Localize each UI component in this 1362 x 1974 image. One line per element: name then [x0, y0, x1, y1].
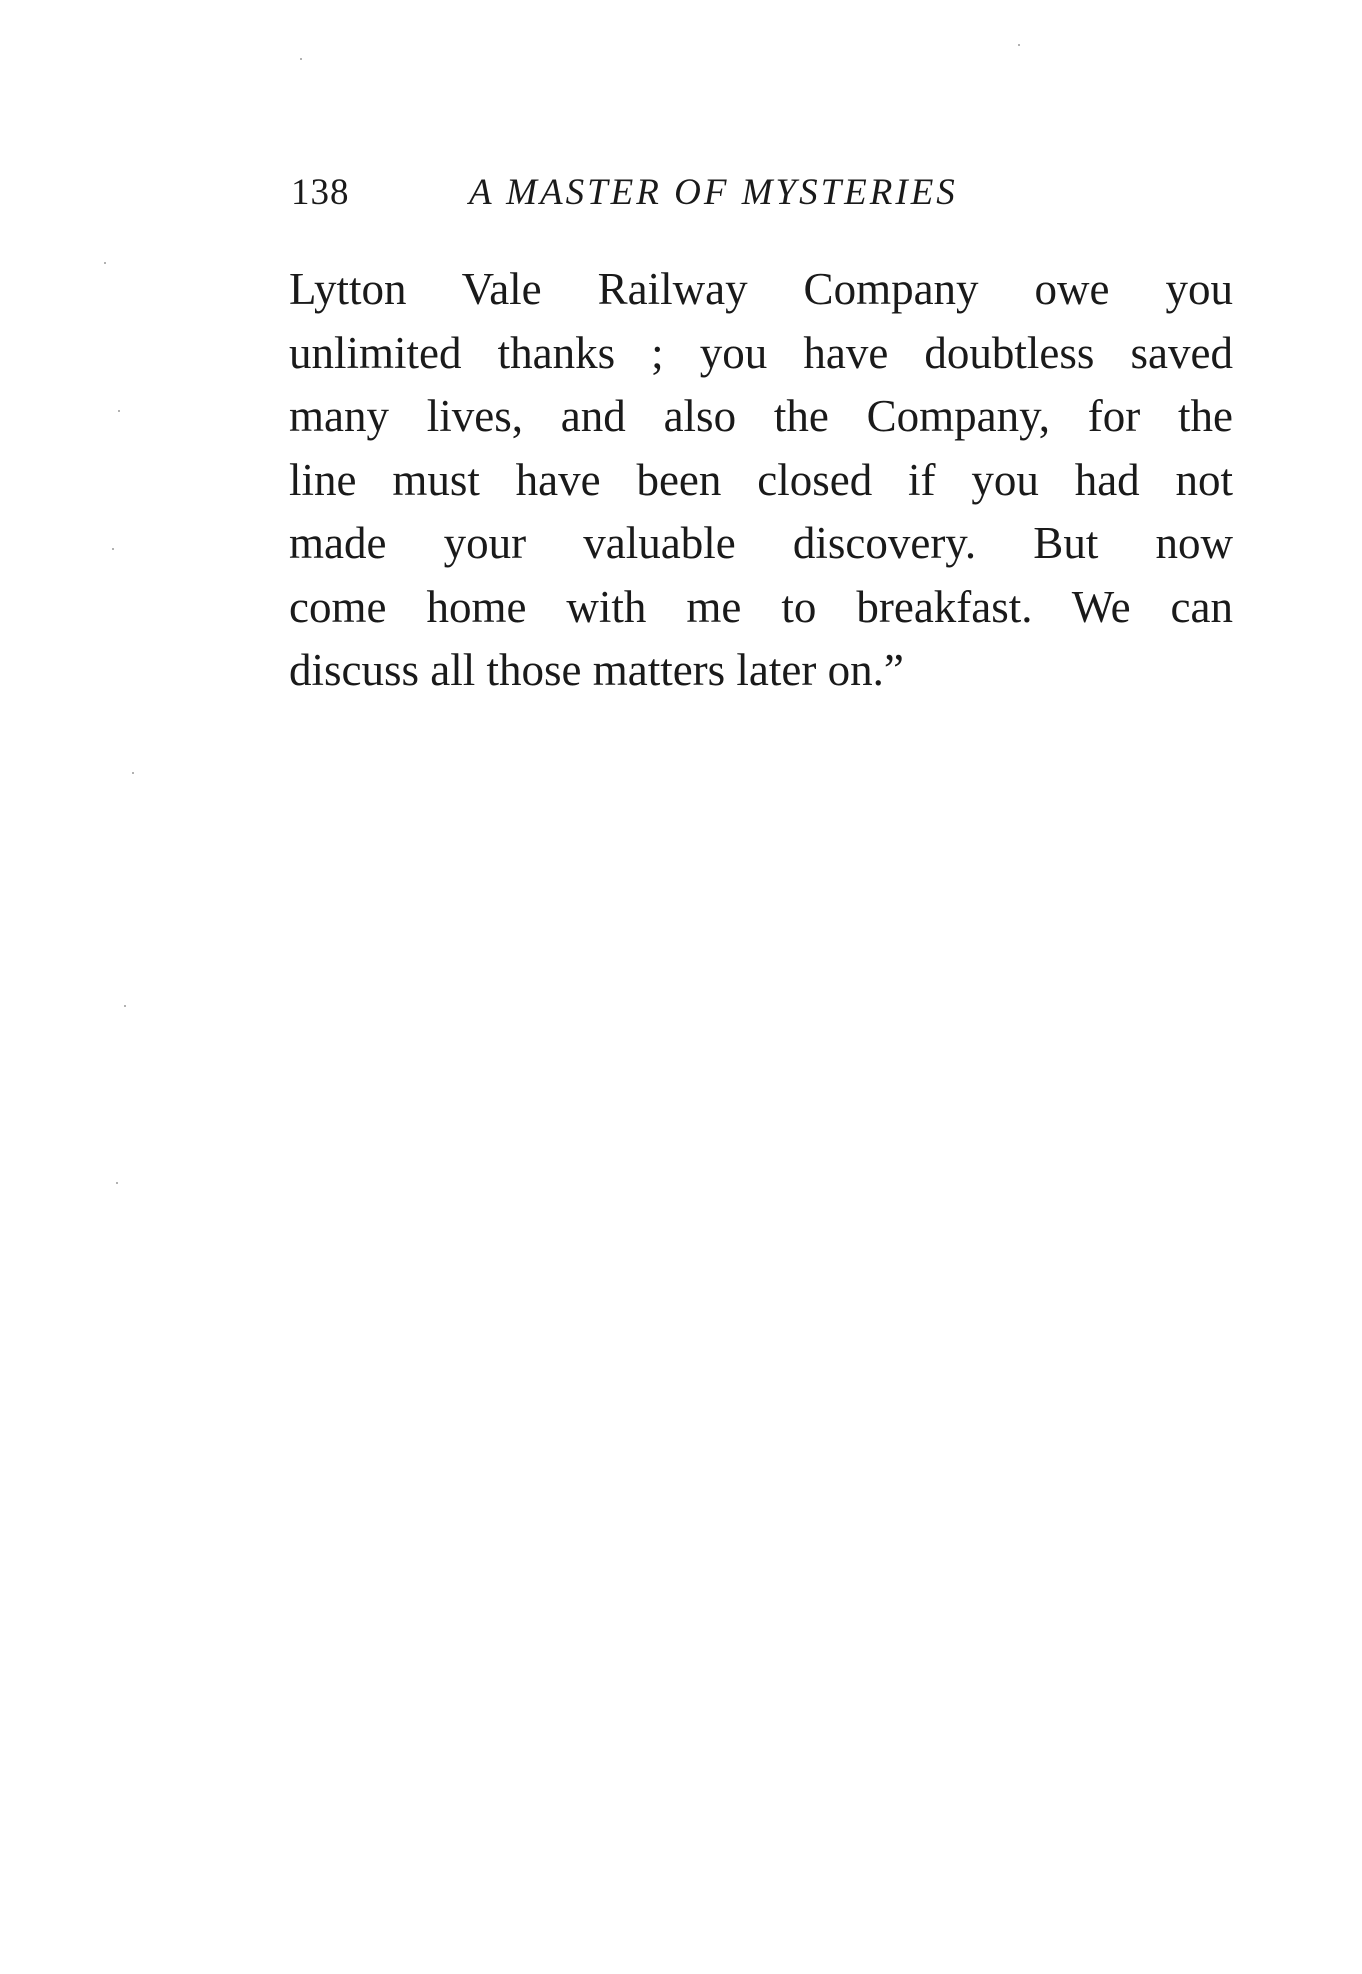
text-line: made your valuable discovery. But now — [289, 518, 1233, 568]
scan-speck — [104, 262, 106, 264]
running-head — [291, 168, 1241, 218]
scan-speck — [300, 58, 302, 60]
text-line: unlimited thanks ; you have doubtless saved — [289, 327, 1233, 378]
text-line: many lives, and also the Company, for the — [289, 391, 1233, 441]
scan-speck — [116, 1182, 118, 1184]
text-line: discuss all those matters later on.” — [289, 645, 904, 695]
body-paragraph — [289, 258, 1233, 703]
book-title: A MASTER OF MYSTERIES — [469, 172, 958, 213]
text-line: line must have been closed if you had not — [289, 454, 1233, 505]
text-line: come home with me to breakfast. We can — [289, 581, 1233, 632]
scan-speck — [132, 772, 134, 774]
page-number: 138 — [291, 172, 350, 213]
text-line: Lytton Vale Railway Company owe you — [289, 264, 1233, 314]
scan-speck — [1018, 44, 1020, 46]
scan-speck — [112, 548, 114, 550]
scan-speck — [118, 410, 120, 412]
scan-speck — [124, 1005, 126, 1007]
